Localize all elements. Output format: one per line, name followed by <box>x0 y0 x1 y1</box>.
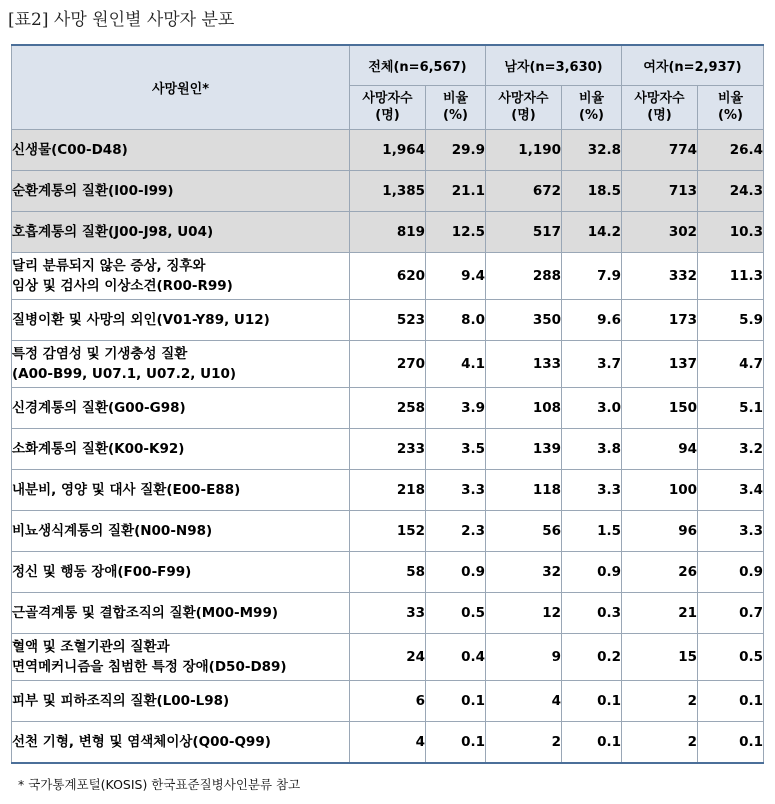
cell-total-pct: 0.1 <box>426 680 486 721</box>
cell-male-pct: 3.0 <box>562 387 622 428</box>
cell-total-pct: 0.1 <box>426 721 486 763</box>
cell-male-pct: 7.9 <box>562 252 622 299</box>
death-cause-table <box>11 44 764 764</box>
cause-name-line: (A00-B99, U07.1, U07.2, U10) <box>12 365 237 382</box>
cause-name-line: 면역메커니즘을 침범한 특정 장애(D50-D89) <box>12 658 287 675</box>
cell-male-pct: 9.6 <box>562 299 622 340</box>
cell-female-pct: 3.2 <box>698 428 764 469</box>
cell-male-pct: 0.1 <box>562 680 622 721</box>
cell-female-pct: 5.1 <box>698 387 764 428</box>
cell-male: 2 <box>486 721 562 763</box>
cell-male: 9 <box>486 633 562 680</box>
table-body <box>12 129 764 763</box>
cause-name <box>12 633 350 680</box>
cause-name-line: 달리 분류되지 않은 증상, 징후와 <box>12 257 206 274</box>
cell-female-pct: 5.9 <box>698 299 764 340</box>
cell-total-pct: 3.3 <box>426 469 486 510</box>
cell-total: 24 <box>350 633 426 680</box>
cause-name <box>12 551 350 592</box>
cell-female-pct: 0.9 <box>698 551 764 592</box>
cell-total: 152 <box>350 510 426 551</box>
table-row <box>12 387 764 428</box>
cell-male: 517 <box>486 211 562 252</box>
cause-name <box>12 680 350 721</box>
cell-total: 620 <box>350 252 426 299</box>
cell-total-pct: 3.5 <box>426 428 486 469</box>
cell-male: 1,190 <box>486 129 562 170</box>
cell-female-pct: 11.3 <box>698 252 764 299</box>
header-ratio-label: 비율 <box>717 91 744 106</box>
cause-name-line: 순환계통의 질환(I00-I99) <box>12 182 174 199</box>
cause-name <box>12 721 350 763</box>
cell-total-pct: 2.3 <box>426 510 486 551</box>
cause-name-line: 신생물(C00-D48) <box>12 141 128 158</box>
header-ratio-label: 비율 <box>442 91 469 106</box>
cell-male: 139 <box>486 428 562 469</box>
cause-name-line: 비뇨생식계통의 질환(N00-N98) <box>12 522 213 539</box>
cell-female: 774 <box>622 129 698 170</box>
cell-female-pct: 10.3 <box>698 211 764 252</box>
header-count-unit: (명) <box>511 108 536 123</box>
cause-name <box>12 428 350 469</box>
cell-total: 1,385 <box>350 170 426 211</box>
cause-name-line: 내분비, 영양 및 대사 질환(E00-E88) <box>12 481 241 498</box>
cell-female: 96 <box>622 510 698 551</box>
header-ratio-1 <box>562 85 622 129</box>
cell-total: 33 <box>350 592 426 633</box>
table-row <box>12 721 764 763</box>
cell-male: 133 <box>486 340 562 387</box>
cause-name <box>12 592 350 633</box>
header-ratio-unit: (%) <box>579 108 604 123</box>
table-row <box>12 252 764 299</box>
cell-total-pct: 0.4 <box>426 633 486 680</box>
header-cause: 사망원인* <box>12 45 350 129</box>
table-row <box>12 299 764 340</box>
cause-name <box>12 469 350 510</box>
header-count-1 <box>486 85 562 129</box>
cell-male-pct: 3.7 <box>562 340 622 387</box>
cause-name-line: 소화계통의 질환(K00-K92) <box>12 440 185 457</box>
cell-total-pct: 12.5 <box>426 211 486 252</box>
cell-male-pct: 3.3 <box>562 469 622 510</box>
cause-name-line: 피부 및 피하조직의 질환(L00-L98) <box>12 692 230 709</box>
cell-male-pct: 3.8 <box>562 428 622 469</box>
cell-male: 12 <box>486 592 562 633</box>
cell-male-pct: 32.8 <box>562 129 622 170</box>
cell-total: 270 <box>350 340 426 387</box>
header-ratio-2 <box>698 85 764 129</box>
table-row <box>12 633 764 680</box>
header-ratio-0 <box>426 85 486 129</box>
table-row <box>12 510 764 551</box>
cell-male-pct: 0.1 <box>562 721 622 763</box>
cell-female: 2 <box>622 721 698 763</box>
header-count-unit: (명) <box>647 108 672 123</box>
cause-name-line: 선천 기형, 변형 및 염색체이상(Q00-Q99) <box>12 733 271 750</box>
table-row <box>12 680 764 721</box>
cause-name <box>12 211 350 252</box>
cause-name-line: 임상 및 검사의 이상소견(R00-R99) <box>12 277 233 294</box>
cell-total-pct: 8.0 <box>426 299 486 340</box>
cell-total: 1,964 <box>350 129 426 170</box>
cause-name <box>12 299 350 340</box>
table-row <box>12 211 764 252</box>
cell-total-pct: 0.5 <box>426 592 486 633</box>
table-row <box>12 469 764 510</box>
cell-female: 21 <box>622 592 698 633</box>
cell-female-pct: 0.1 <box>698 680 764 721</box>
cell-female: 26 <box>622 551 698 592</box>
cause-name-line: 혈액 및 조혈기관의 질환과 <box>12 638 170 655</box>
table-row <box>12 170 764 211</box>
footnote: * 국가통계포털(KOSIS) 한국표준질병사인분류 참고 <box>18 777 301 792</box>
cell-male-pct: 1.5 <box>562 510 622 551</box>
header-ratio-unit: (%) <box>443 108 468 123</box>
cell-female: 94 <box>622 428 698 469</box>
cell-male: 672 <box>486 170 562 211</box>
cause-name <box>12 340 350 387</box>
table-row <box>12 551 764 592</box>
cell-female-pct: 3.4 <box>698 469 764 510</box>
cell-total-pct: 0.9 <box>426 551 486 592</box>
header-ratio-unit: (%) <box>718 108 743 123</box>
cell-total: 523 <box>350 299 426 340</box>
cell-female-pct: 26.4 <box>698 129 764 170</box>
header-ratio-label: 비율 <box>578 91 605 106</box>
cause-name <box>12 387 350 428</box>
header-group-total: 전체(n=6,567) <box>350 45 486 85</box>
cell-male: 32 <box>486 551 562 592</box>
header-group-male: 남자(n=3,630) <box>486 45 622 85</box>
header-count-2 <box>622 85 698 129</box>
cell-total: 4 <box>350 721 426 763</box>
cell-female: 2 <box>622 680 698 721</box>
cell-female: 713 <box>622 170 698 211</box>
header-count-label: 사망자수 <box>634 91 685 106</box>
header-count-0 <box>350 85 426 129</box>
cell-female: 100 <box>622 469 698 510</box>
cause-name <box>12 170 350 211</box>
cell-female: 173 <box>622 299 698 340</box>
cell-male: 4 <box>486 680 562 721</box>
cause-name <box>12 252 350 299</box>
cell-total: 218 <box>350 469 426 510</box>
cell-total: 6 <box>350 680 426 721</box>
cell-total-pct: 4.1 <box>426 340 486 387</box>
cell-female-pct: 3.3 <box>698 510 764 551</box>
cell-male: 108 <box>486 387 562 428</box>
cell-total: 819 <box>350 211 426 252</box>
cell-female: 302 <box>622 211 698 252</box>
table-row <box>12 340 764 387</box>
cell-female-pct: 0.5 <box>698 633 764 680</box>
cell-female-pct: 24.3 <box>698 170 764 211</box>
cause-name-line: 정신 및 행동 장애(F00-F99) <box>12 563 192 580</box>
cell-total: 58 <box>350 551 426 592</box>
cell-male-pct: 0.9 <box>562 551 622 592</box>
header-count-label: 사망자수 <box>362 91 413 106</box>
cell-female-pct: 0.1 <box>698 721 764 763</box>
cell-male-pct: 0.3 <box>562 592 622 633</box>
cell-female: 332 <box>622 252 698 299</box>
header-count-label: 사망자수 <box>498 91 549 106</box>
cause-name-line: 특정 감염성 및 기생충성 질환 <box>12 345 188 362</box>
table-row <box>12 129 764 170</box>
cell-male-pct: 14.2 <box>562 211 622 252</box>
table-row <box>12 592 764 633</box>
cell-female-pct: 4.7 <box>698 340 764 387</box>
cell-total-pct: 9.4 <box>426 252 486 299</box>
cell-male: 288 <box>486 252 562 299</box>
cell-total-pct: 3.9 <box>426 387 486 428</box>
cell-total-pct: 29.9 <box>426 129 486 170</box>
cause-name-line: 질병이환 및 사망의 외인(V01-Y89, U12) <box>12 311 270 328</box>
cause-name <box>12 510 350 551</box>
cell-total: 258 <box>350 387 426 428</box>
cause-name-line: 신경계통의 질환(G00-G98) <box>12 399 186 416</box>
cause-name-line: 호흡계통의 질환(J00-J98, U04) <box>12 223 214 240</box>
cell-female-pct: 0.7 <box>698 592 764 633</box>
cell-female: 15 <box>622 633 698 680</box>
cell-male-pct: 18.5 <box>562 170 622 211</box>
header-count-unit: (명) <box>375 108 400 123</box>
cause-name <box>12 129 350 170</box>
cell-female: 150 <box>622 387 698 428</box>
header-group-female: 여자(n=2,937) <box>622 45 764 85</box>
cell-total: 233 <box>350 428 426 469</box>
cell-male: 118 <box>486 469 562 510</box>
cause-name-line: 근골격계통 및 결합조직의 질환(M00-M99) <box>12 604 279 621</box>
table-caption: [표2] 사망 원인별 사망자 분포 <box>8 10 235 30</box>
cell-male-pct: 0.2 <box>562 633 622 680</box>
cell-female: 137 <box>622 340 698 387</box>
cell-male: 56 <box>486 510 562 551</box>
cell-male: 350 <box>486 299 562 340</box>
table-row <box>12 428 764 469</box>
cell-total-pct: 21.1 <box>426 170 486 211</box>
